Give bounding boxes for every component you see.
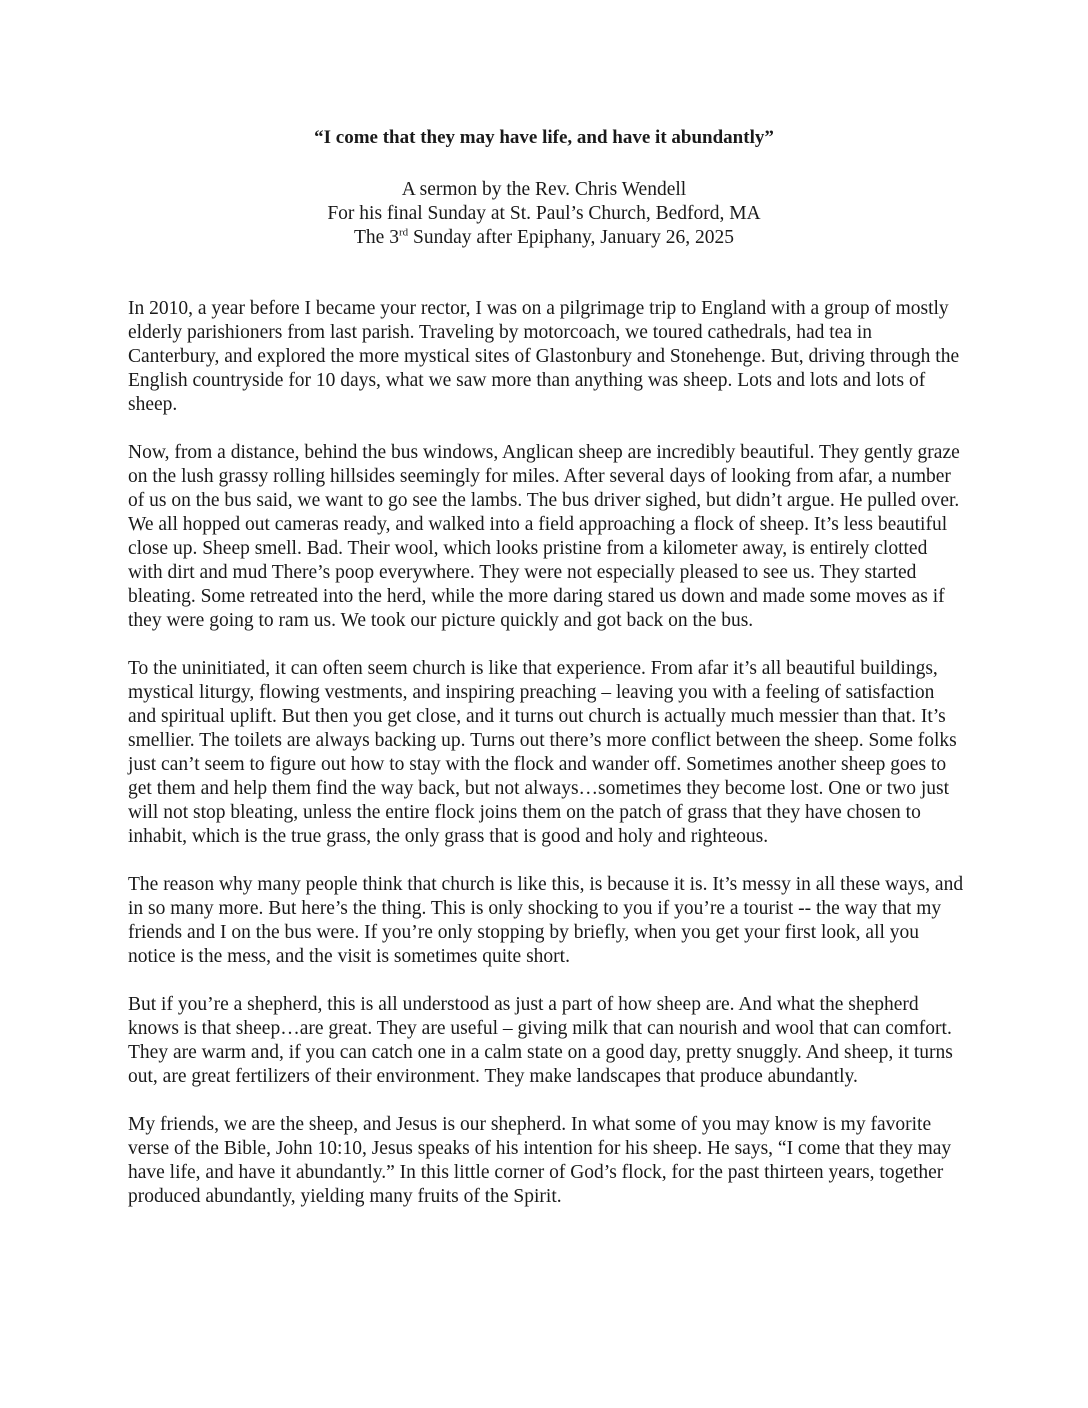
- sermon-title: “I come that they may have life, and have it abundantly”: [314, 127, 774, 148]
- byline-author: A sermon by the Rev. Chris Wendell: [401, 179, 687, 200]
- paragraph: My friends, we are the sheep, and Jesus is our shepherd. In what some of you may know is my favorite verse of the Bible, John 10:10, Jesus speaks of his intention for his sheep. He says, “I come that they may have life, and have it abundantly.” In this little corner of God’s flock, for the past thirteen years, together produced abundantly, yielding many fruits of the Spirit.: [128, 1114, 952, 1207]
- byline-date-superscript: rd: [398, 226, 409, 239]
- paragraph: The reason why many people think that church is like this, is because it is. It’s messy in all these ways, and in so many more. But here’s the thing. This is only shocking to you if you’re a tourist -- the way that my friends and I on the bus were. If you’re only stopping by briefly, when you get your first look, all you notice is the mess, and the visit is sometimes quite short.: [128, 874, 964, 967]
- paragraph: Now, from a distance, behind the bus windows, Anglican sheep are incredibly beautiful. They gently graze on the lush grassy rolling hillsides seemingly for miles. After several days of looking from afar, a number of us on the bus said, we want to go see the lambs. The bus driver sighed, but didn’t argue. He pulled over. We all hopped out cameras ready, and walked into a field approaching a flock of sheep. It’s less beautiful close up. Sheep smell. Bad. Their wool, which looks pristine from a kilometer away, is entirely clotted with dirt and mud There’s poop everywhere. They were not especially pleased to see us. They started bleating. Some retreated into the herd, while the more daring stared us down and made some moves as if they were going to ram us. We took our picture quickly and got back on the bus.: [128, 442, 960, 631]
- byline-occasion: For his final Sunday at St. Paul’s Church, Bedford, MA: [327, 203, 761, 224]
- byline-date-prefix: The 3: [354, 227, 399, 248]
- paragraph: To the uninitiated, it can often seem church is like that experience. From afar it’s all beautiful buildings, mystical liturgy, flowing vestments, and inspiring preaching – leaving you with a feeling of satisfaction and spiritual uplift. But then you get close, and it turns out church is actually much messier than that. It’s smellier. The toilets are always backing up. Turns out there’s more conflict between the sheep. Some folks just can’t seem to figure out how to stay with the flock and wander off. Sometimes another sheep goes to get them and help them find the way back, but not always…sometimes they become lost. One or two just will not stop bleating, unless the entire flock joins them on the patch of grass that they have chosen to inhabit, which is the true grass, the only grass that is good and holy and righteous.: [128, 658, 957, 847]
- byline-date: [0, 226, 1088, 250]
- paragraph: In 2010, a year before I became your rector, I was on a pilgrimage trip to England with a group of mostly elderly parishioners from last parish. Traveling by motorcoach, we toured cathedrals, had tea in Canterbury, and explored the more mystical sites of Glastonbury and Stonehenge. But, driving through the English countryside for 10 days, what we saw more than anything was sheep. Lots and lots and lots of sheep.: [128, 298, 960, 415]
- sermon-body: [128, 297, 964, 1233]
- byline-date-suffix: Sunday after Epiphany, January 26, 2025: [408, 227, 734, 248]
- sermon-byline: [0, 178, 1088, 250]
- paragraph: But if you’re a shepherd, this is all understood as just a part of how sheep are. And what the shepherd knows is that sheep…are great. They are useful – giving milk that can nourish and wool that can comfort. They are warm and, if you can catch one in a calm state on a good day, pretty snuggly. And sheep, it turns out, are great fertilizers of their environment. They make landscapes that produce abundantly.: [128, 994, 953, 1087]
